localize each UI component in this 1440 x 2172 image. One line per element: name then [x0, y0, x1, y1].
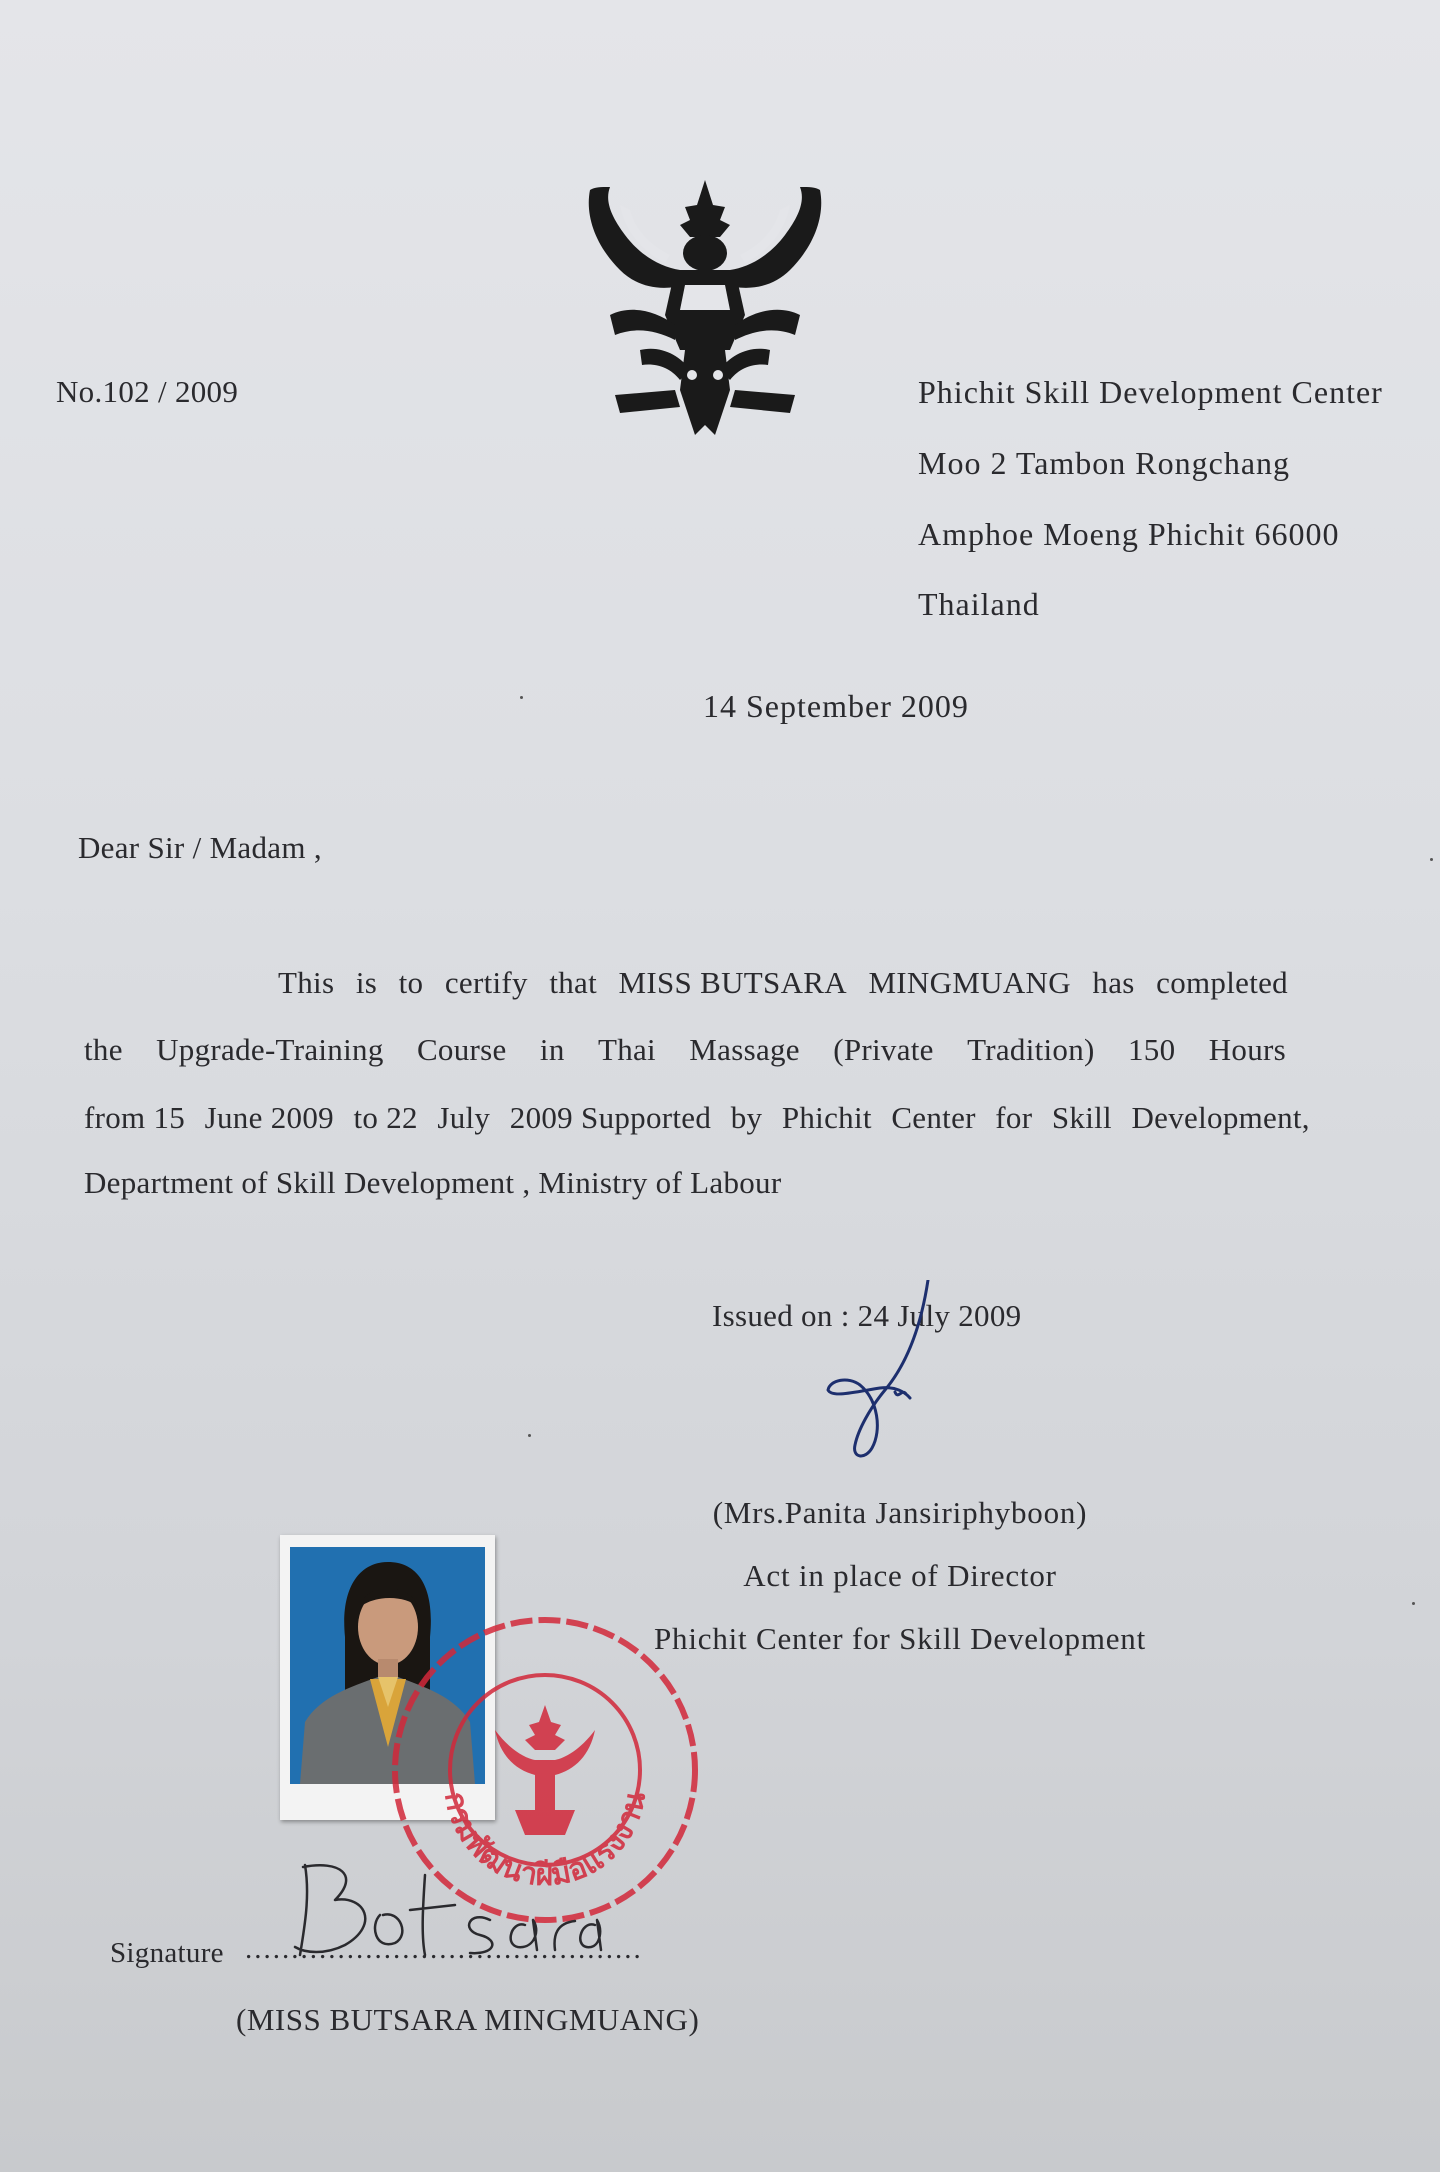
svg-text:กรมพัฒนาฝีมือแรงงาน: กรมพัฒนาฝีมือแรงงาน [437, 1788, 653, 1894]
paper-speck [1430, 858, 1433, 861]
signer-role: Act in place of Director [743, 1558, 1057, 1593]
letter-date: 14 September 2009 [703, 688, 969, 724]
signature-line: ........................................... [245, 1933, 643, 1965]
paper-speck [520, 696, 523, 699]
body-line-1: This is to certify that MISS BUTSARA MINGMUANG has completed [278, 965, 1288, 1000]
body-line-3: from 15 June 2009 to 22 July 2009 Supported by Phichit Center for Skill Development, [84, 1100, 1310, 1135]
issued-date: Issued on : 24 July 2009 [712, 1298, 1022, 1333]
address-line-3: Amphoe Moeng Phichit 66000 [918, 516, 1340, 552]
reference-number: No.102 / 2009 [56, 374, 239, 409]
garuda-emblem-icon [580, 175, 830, 445]
holder-name: (MISS BUTSARA MINGMUANG) [236, 2002, 700, 2037]
body-line-2: the Upgrade-Training Course in Thai Massage (Private Tradition) 150 Hours [84, 1032, 1286, 1067]
address-line-4: Thailand [918, 586, 1040, 622]
address-line-2: Moo 2 Tambon Rongchang [918, 445, 1291, 481]
signer-name: (Mrs.Panita Jansiriphyboon) [712, 1495, 1088, 1530]
salutation: Dear Sir / Madam , [78, 830, 322, 865]
student-name: MISS BUTSARA [618, 965, 847, 1000]
paper-speck [1412, 1602, 1415, 1605]
address-line-1: Phichit Skill Development Center [918, 374, 1383, 410]
paper-speck [528, 1434, 531, 1437]
signature-label: Signature [110, 1937, 224, 1969]
signer-signature-icon [810, 1280, 950, 1470]
signer-organization: Phichit Center for Skill Development [654, 1621, 1146, 1656]
body-line-4: Department of Skill Development , Ministry of Labour [84, 1165, 782, 1200]
